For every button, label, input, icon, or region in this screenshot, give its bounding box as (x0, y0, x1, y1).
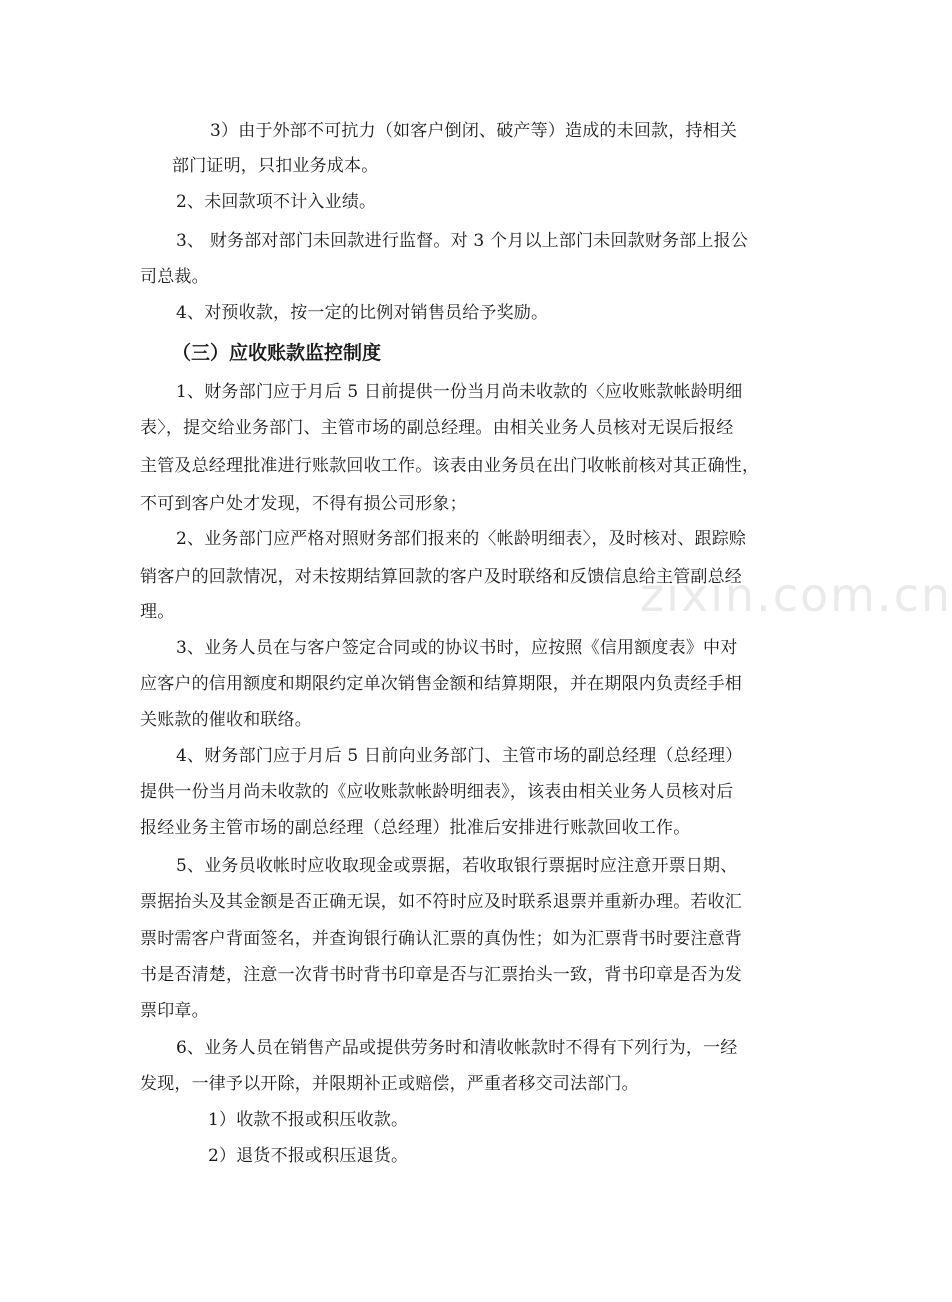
paragraph-line: 2、业务部门应严格对照财务部们报来的〈帐龄明细表〉，及时核对、跟踪赊 (176, 529, 747, 549)
paragraph-line: 票据抬头及其金额是否正确无误，如不符时应及时联系退票并重新办理。若收汇 (140, 892, 742, 912)
paragraph-line: 应客户的信用额度和期限约定单次销售金额和结算期限，并在期限内负责经手相 (140, 674, 742, 694)
paragraph-line: 部门证明，只扣业务成本。 (172, 156, 379, 176)
paragraph-line: 报经业务主管市场的副总经理（总经理）批准后安排进行账款回收工作。 (140, 818, 691, 838)
paragraph-line: 销客户的回款情况，对未按期结算回款的客户及时联络和反馈信息给主管副总经 (140, 567, 742, 587)
paragraph-line: 主管及总经理批准进行账款回收工作。该表由业务员在出门收帐前核对其正确性， (140, 456, 760, 476)
paragraph-line: 1、财务部门应于月后 5 日前提供一份当月尚未收款的〈应收账款帐龄明细 (176, 382, 743, 402)
paragraph-line: 2、未回款项不计入业绩。 (176, 192, 377, 212)
paragraph-line: 发现，一律予以开除，并限期补正或赔偿，严重者移交司法部门。 (140, 1074, 639, 1094)
section-heading: （三）应收账款监控制度 (172, 342, 382, 364)
list-item: 2）退货不报或积压退货。 (208, 1146, 409, 1166)
watermark: zixin.com.cn (640, 568, 952, 622)
paragraph-line: 4、对预收款，按一定的比例对销售员给予奖励。 (176, 303, 549, 323)
paragraph-line: 票印章。 (140, 1001, 209, 1021)
paragraph-line: 5、业务员收帐时应收取现金或票据，若收取银行票据时应注意开票日期、 (176, 856, 738, 876)
paragraph-line: 提供一份当月尚未收款的《应收账款帐龄明细表》，该表由相关业务人员核对后 (140, 782, 734, 802)
paragraph-line: 3、业务人员在与客户签定合同或的协议书时，应按照《信用额度表》中对 (176, 638, 738, 658)
paragraph-line: 司总裁。 (140, 267, 209, 287)
paragraph-line: 不可到客户处才发现，不得有损公司形象； (140, 494, 467, 514)
paragraph-line: 书是否清楚，注意一次背书时背书印章是否与汇票抬头一致，背书印章是否为发 (140, 965, 742, 985)
paragraph-line: 3、 财务部对部门未回款进行监督。对 3 个月以上部门未回款财务部上报公 (176, 231, 749, 251)
paragraph-line: 关账款的催收和联络。 (140, 710, 312, 730)
paragraph-line: 理。 (140, 602, 175, 622)
paragraph-line: 表〉，提交给业务部门、主管市场的副总经理。由相关业务人员核对无误后报经 (140, 418, 734, 438)
paragraph-line: 4、财务部门应于月后 5 日前向业务部门、主管市场的副总经理（总经理） (176, 746, 743, 766)
paragraph-line: 票时需客户背面签名，并查询银行确认汇票的真伪性；如为汇票背书时要注意背 (140, 929, 742, 949)
list-item: 1）收款不报或积压收款。 (208, 1110, 409, 1130)
paragraph-line: 3）由于外部不可抗力（如客户倒闭、破产等）造成的未回款，持相关 (210, 121, 738, 141)
paragraph-line: 6、业务人员在销售产品或提供劳务时和清收帐款时不得有下列行为，一经 (176, 1038, 738, 1058)
